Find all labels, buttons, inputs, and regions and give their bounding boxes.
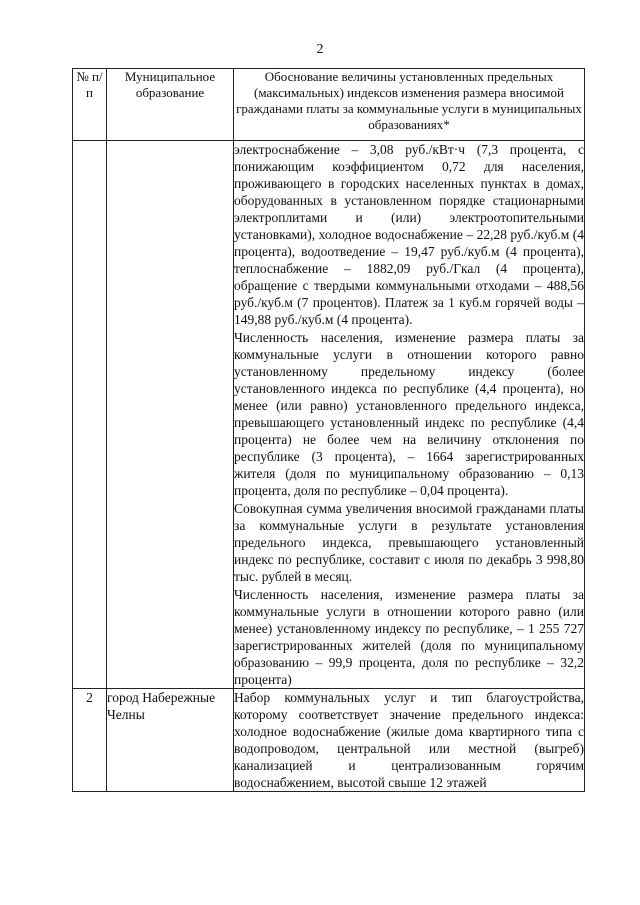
page-number: 2 bbox=[316, 42, 324, 57]
population-within-index-paragraph: Численность населения, изменение размера платы за коммунальные услуги в отношении которого равно (или менее) установленному индексу по республике, – 1 255 727 зарегистрированных жителей (доля по муниципальному образованию – 99,9 процента, доля по республике – 32,2 процента) bbox=[234, 587, 584, 687]
table-header-row bbox=[73, 69, 585, 141]
municipality-cell: город Набережные Челны bbox=[107, 689, 234, 792]
total-increase-paragraph: Совокупная сумма увеличения вносимой гражданами платы за коммунальные услуги в результате установления предельного индекса, превышающего установленный индекс по республике, составит с июля по декабрь 3 998,80 тыс. рублей в месяц. bbox=[234, 501, 584, 584]
population-paragraph: Численность населения, изменение размера платы за коммунальные услуги в отношении которого равно установленному предельному индексу (более установленного индекса по республике (4,4 процента), но менее (или равно) установленного предельного индекса, превышающего установленный индекс по республике (4,4 процента) не более чем на величину отклонения по республике (3 процента), – 1664 зарегистрированных жителя (доля по муниципальному образованию – 0,13 процента, доля по республике – 0,04 процента). bbox=[234, 330, 584, 498]
justification-cell bbox=[234, 689, 585, 792]
justification-cell bbox=[234, 141, 585, 689]
row-number-cell: 2 bbox=[73, 689, 107, 792]
table-row bbox=[73, 689, 585, 792]
header-number: № п/п bbox=[73, 69, 107, 141]
municipality-cell bbox=[107, 141, 234, 689]
indices-table bbox=[72, 68, 585, 792]
header-justification: Обоснование величины установленных предельных (максимальных) индексов изменения размера вносимой гражданами платы за коммунальные услуги в муниципальных образованиях* bbox=[234, 69, 585, 141]
table-row bbox=[73, 141, 585, 689]
row-number-cell bbox=[73, 141, 107, 689]
tariff-paragraph: электроснабжение – 3,08 руб./кВт·ч (7,3 процента, с понижающим коэффициентом 0,72 для населения, проживающего в городских населенных пунктах в домах, оборудованных в установленном порядке стационарными электроплитами и (или) электроотопительными установками), холодное водоснабжение – 22,28 руб./куб.м (4 процента), водоотведение – 19,47 руб./куб.м (4 процента), теплоснабжение – 1882,09 руб./Гкал (4 процента), обращение с твердыми коммунальными отходами – 488,56 руб./куб.м (7 процентов). Платеж за 1 куб.м горячей воды – 149,88 руб./куб.м (4 процента). bbox=[234, 142, 584, 327]
services-set-paragraph: Набор коммунальных услуг и тип благоустройства, которому соответствует значение предельного индекса: холодное водоснабжение (жилые дома квартирного типа с водопроводом, центральной или местной (выгреб) канализацией и централизованным горячим водоснабжением, высотой свыше 12 этажей bbox=[234, 690, 584, 790]
header-municipality: Муниципальное образование bbox=[107, 69, 234, 141]
